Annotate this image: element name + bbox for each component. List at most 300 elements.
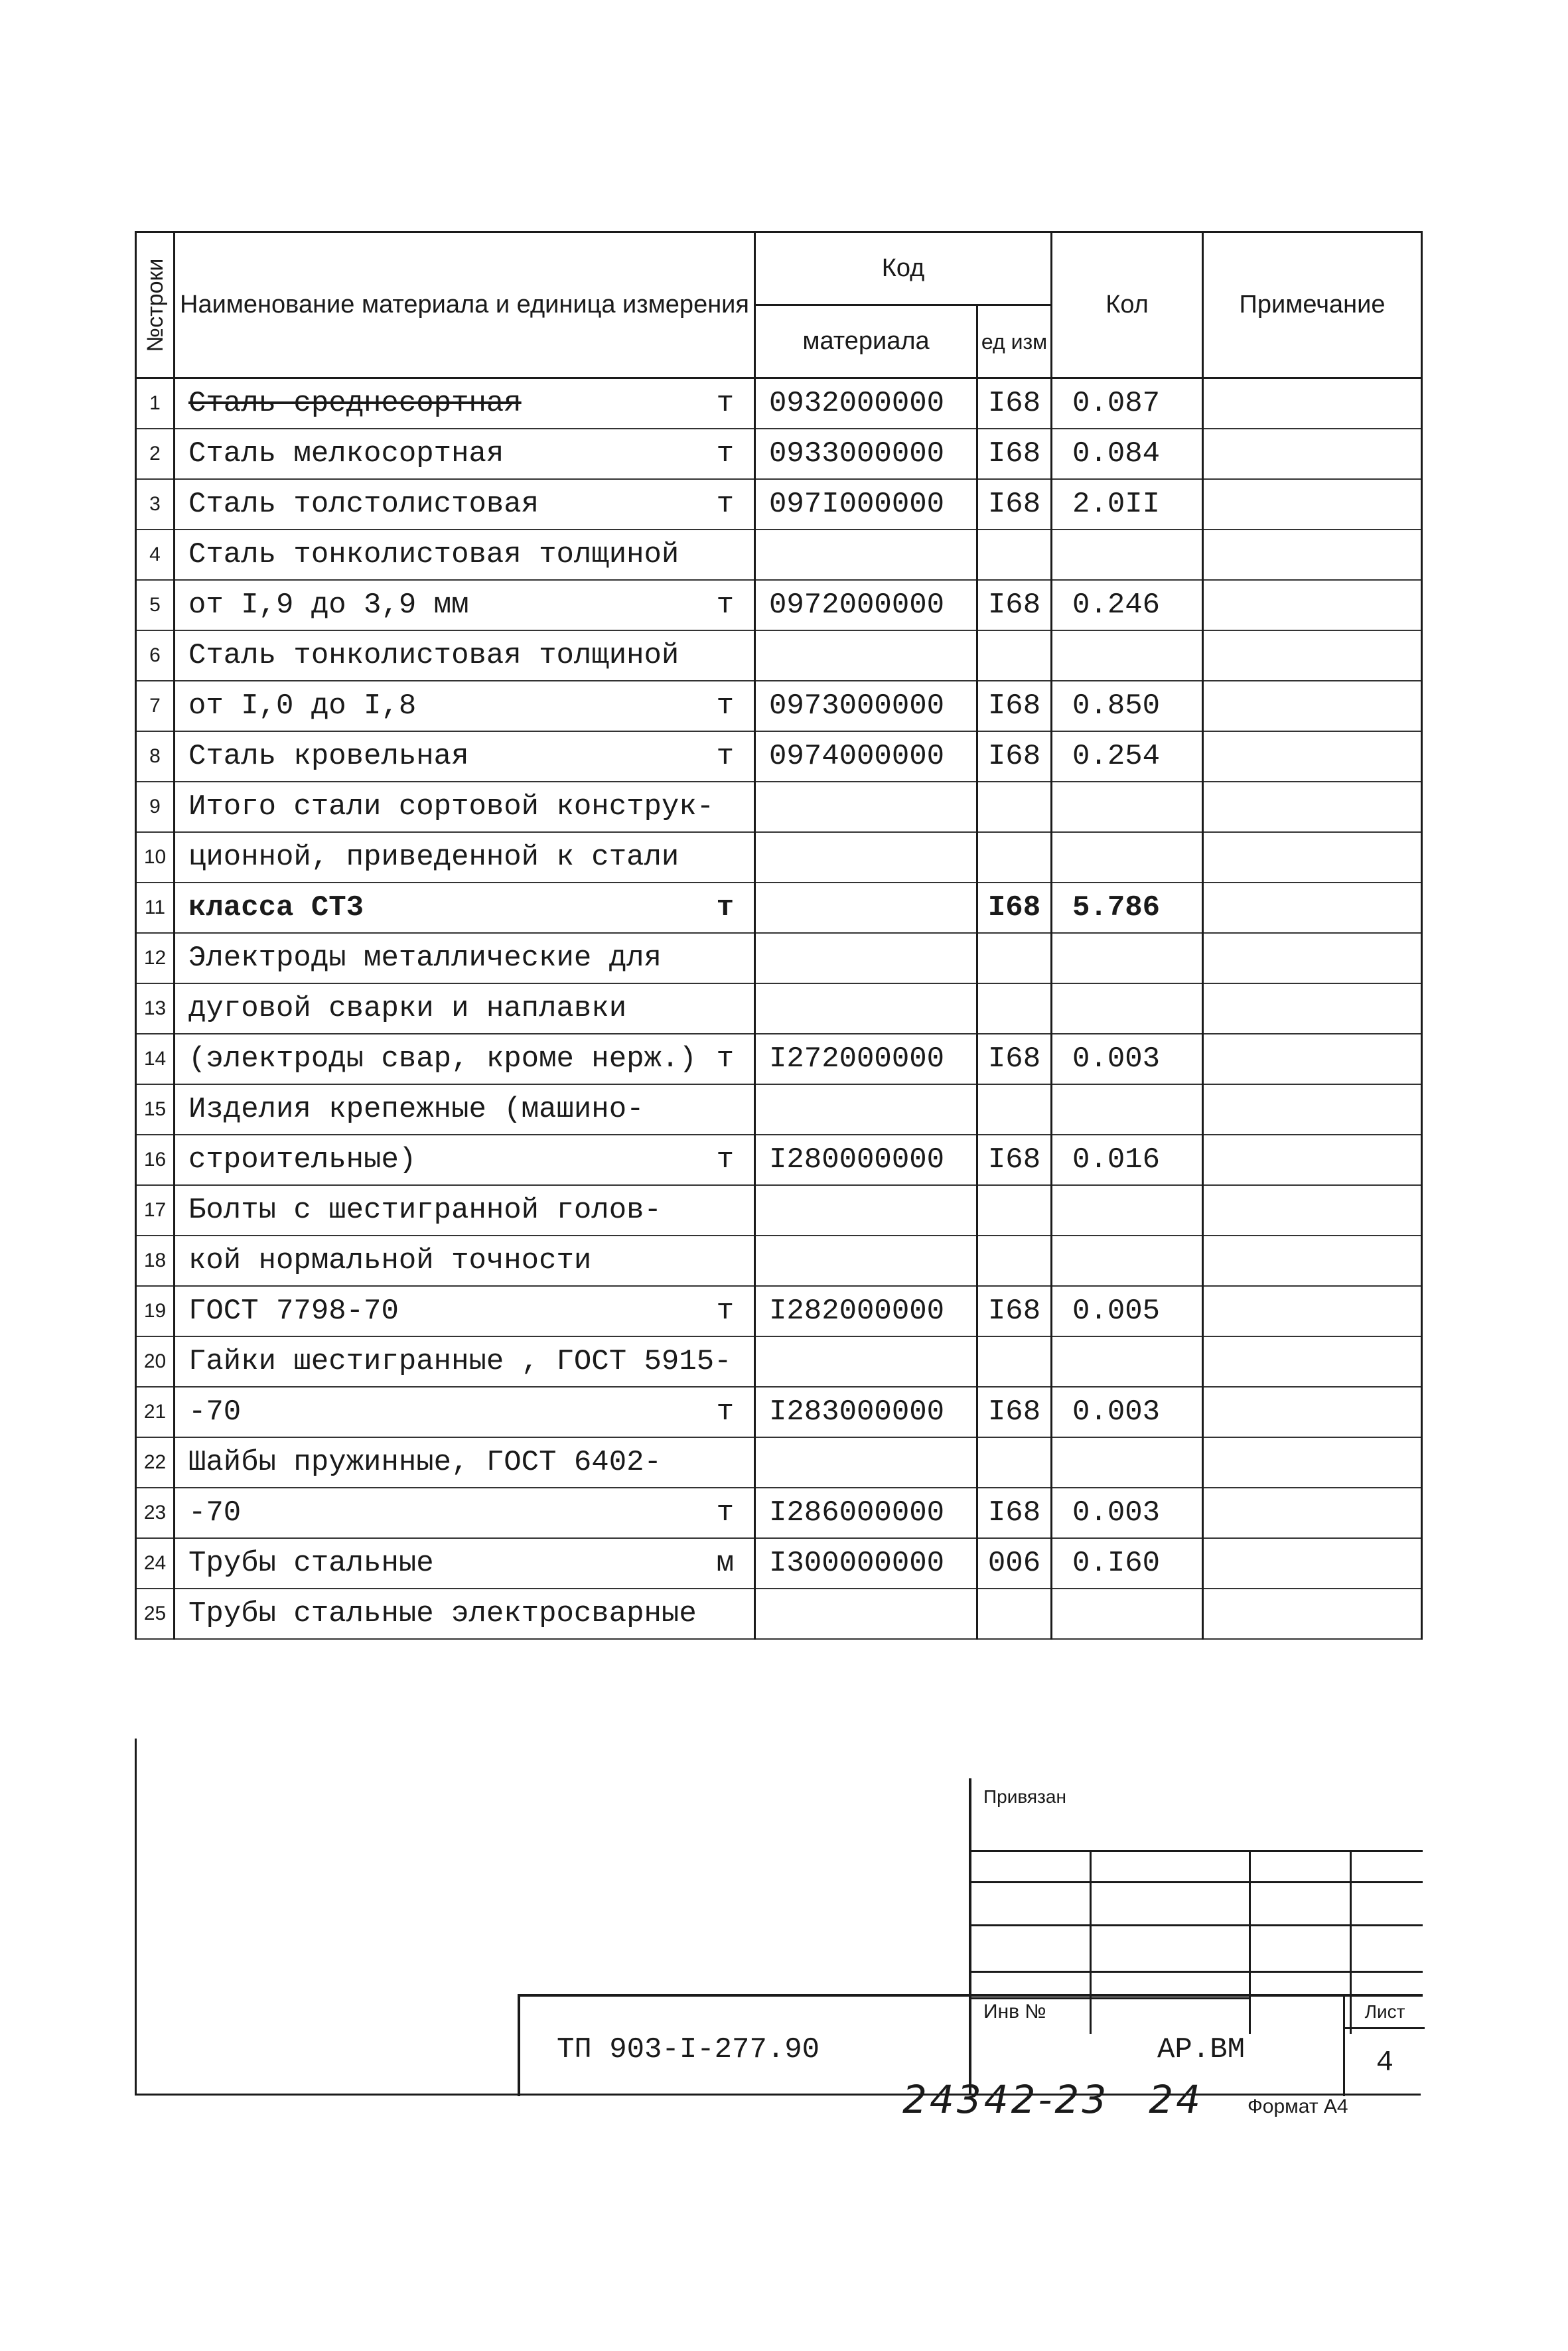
material-code-cell — [755, 630, 977, 681]
table-row — [136, 479, 1422, 530]
row-number-cell — [136, 1135, 175, 1185]
unit-code: I68 — [987, 588, 1041, 622]
frame-left-line — [135, 1739, 137, 2096]
sheet-box — [1343, 1997, 1425, 2096]
note-cell — [1203, 782, 1422, 832]
material-name-cell — [175, 1084, 755, 1135]
row-number-cell — [136, 1488, 175, 1538]
unit-code-cell — [977, 1286, 1052, 1336]
material-code-cell — [755, 1336, 977, 1387]
row-number-cell — [136, 1236, 175, 1286]
row-number-cell — [136, 1084, 175, 1135]
material-code-cell — [755, 1236, 977, 1286]
quantity-cell — [1052, 1538, 1203, 1589]
row-number: 8 — [149, 745, 161, 767]
material-name-cell — [175, 530, 755, 580]
material-code: 097I000000 — [769, 487, 945, 521]
row-number: 13 — [143, 997, 167, 1019]
material-code-cell — [755, 1437, 977, 1488]
table-row — [136, 630, 1422, 681]
sheet-label: Лист — [1345, 1997, 1425, 2029]
note-cell — [1203, 1034, 1422, 1084]
unit-code-cell — [977, 479, 1052, 530]
unit-code-cell — [977, 1488, 1052, 1538]
material-code-cell — [755, 580, 977, 630]
quantity-cell — [1052, 983, 1203, 1034]
material-name: Сталь тонколистовая толщиной — [188, 537, 679, 571]
quantity: 0.003 — [1072, 1496, 1161, 1530]
unit-code: I68 — [987, 739, 1041, 773]
row-number-cell — [136, 479, 175, 530]
row-number: 5 — [149, 593, 161, 616]
unit-code-cell — [977, 429, 1052, 479]
note-cell — [1203, 429, 1422, 479]
note-cell — [1203, 983, 1422, 1034]
unit-code-cell — [977, 378, 1052, 429]
unit-code-cell — [977, 1236, 1052, 1286]
row-number-cell — [136, 530, 175, 580]
stamp-divider — [971, 1971, 1423, 1973]
unit-code: I68 — [987, 487, 1041, 521]
quantity: 0.084 — [1072, 437, 1161, 470]
unit-code-cell — [977, 681, 1052, 731]
row-number: 6 — [149, 644, 161, 666]
material-name: Сталь среднесортная — [188, 386, 522, 420]
row-number: 20 — [143, 1350, 167, 1372]
material-unit: т — [716, 739, 734, 773]
table-row — [136, 933, 1422, 983]
handwritten-page: 24 — [1149, 2077, 1204, 2122]
material-unit: т — [716, 487, 734, 521]
material-name: Изделия крепежные (машино- — [188, 1092, 644, 1126]
unit-code-cell — [977, 1538, 1052, 1589]
row-number: 24 — [143, 1551, 167, 1574]
material-name-cell — [175, 983, 755, 1034]
material-code: 0973000000 — [769, 689, 945, 723]
row-number: 17 — [143, 1198, 167, 1221]
stamp-divider — [971, 1850, 1423, 1852]
material-code-cell — [755, 530, 977, 580]
table-row — [136, 1185, 1422, 1236]
material-name-cell — [175, 782, 755, 832]
row-number-cell — [136, 1437, 175, 1488]
row-number: 11 — [144, 896, 166, 918]
note-cell — [1203, 1336, 1422, 1387]
note-cell — [1203, 681, 1422, 731]
quantity-cell — [1052, 580, 1203, 630]
material-name: Болты с шестигранной голов- — [188, 1193, 662, 1227]
material-name-cell — [175, 1336, 755, 1387]
unit-code: 006 — [987, 1546, 1041, 1580]
material-name-cell — [175, 1236, 755, 1286]
material-name-cell — [175, 1185, 755, 1236]
handwritten-code: 24342-23 — [902, 2077, 1109, 2122]
material-code: I300000000 — [769, 1546, 945, 1580]
quantity-cell — [1052, 1336, 1203, 1387]
row-number-cell — [136, 832, 175, 883]
row-number: 1 — [149, 392, 161, 414]
table-row — [136, 782, 1422, 832]
material-name-cell — [175, 883, 755, 933]
row-number: 16 — [143, 1148, 167, 1171]
note-cell — [1203, 1084, 1422, 1135]
note-cell — [1203, 1135, 1422, 1185]
quantity-cell — [1052, 1185, 1203, 1236]
quantity: 0.003 — [1072, 1042, 1161, 1076]
unit-code: I68 — [987, 1496, 1041, 1530]
quantity-cell — [1052, 1286, 1203, 1336]
row-number: 23 — [143, 1501, 167, 1524]
quantity-cell — [1052, 530, 1203, 580]
note-cell — [1203, 731, 1422, 782]
table-row — [136, 378, 1422, 429]
unit-code-cell — [977, 832, 1052, 883]
table-row — [136, 832, 1422, 883]
row-number: 12 — [143, 946, 167, 969]
material-name: ционной, приведенной к стали — [188, 840, 679, 874]
unit-code-cell — [977, 1034, 1052, 1084]
table-row — [136, 1437, 1422, 1488]
row-number-cell — [136, 1034, 175, 1084]
quantity: 0.005 — [1072, 1294, 1161, 1328]
note-cell — [1203, 1286, 1422, 1336]
unit-code-cell — [977, 1387, 1052, 1437]
row-number: 25 — [143, 1602, 167, 1624]
inventory-label: Инв № — [983, 2001, 1046, 2023]
format-label: Формат А4 — [1247, 2096, 1348, 2117]
material-code-cell — [755, 883, 977, 933]
table-row — [136, 1336, 1422, 1387]
stamp-divider — [971, 1924, 1423, 1926]
material-code-cell — [755, 1387, 977, 1437]
row-number-cell — [136, 378, 175, 429]
unit-code: I68 — [987, 689, 1041, 723]
material-name: строительные) — [188, 1143, 417, 1176]
material-unit: т — [716, 386, 734, 420]
material-code-cell — [755, 1538, 977, 1589]
row-number-cell — [136, 580, 175, 630]
quantity-header: Кол — [1052, 232, 1203, 378]
table-row — [136, 1236, 1422, 1286]
note-cell — [1203, 832, 1422, 883]
document-section: АР.ВМ — [1157, 2033, 1246, 2066]
row-number: 14 — [143, 1047, 167, 1070]
approved-label: Привязан — [983, 1786, 1066, 1807]
quantity-cell — [1052, 1387, 1203, 1437]
table-row — [136, 883, 1422, 933]
quantity: 0.850 — [1072, 689, 1161, 723]
quantity-cell — [1052, 378, 1203, 429]
material-name-cell — [175, 681, 755, 731]
material-name: Сталь толстолистовая — [188, 487, 539, 521]
material-unit: т — [716, 437, 734, 470]
table-row — [136, 1135, 1422, 1185]
unit-code-cell — [977, 782, 1052, 832]
material-code-cell — [755, 731, 977, 782]
material-name-cell — [175, 731, 755, 782]
material-unit: т — [716, 588, 734, 622]
table-row — [136, 530, 1422, 580]
note-cell — [1203, 1589, 1422, 1639]
unit-code: I68 — [987, 1294, 1041, 1328]
unit-code-header: ед изм — [977, 305, 1052, 378]
row-number: 2 — [149, 442, 161, 464]
table-row — [136, 429, 1422, 479]
quantity-cell — [1052, 782, 1203, 832]
material-code: I286000000 — [769, 1496, 945, 1530]
row-number-cell — [136, 681, 175, 731]
table-row — [136, 1034, 1422, 1084]
document-code: ТП 903-I-277.90 — [557, 2033, 820, 2066]
unit-code-cell — [977, 731, 1052, 782]
note-header: Примечание — [1203, 232, 1422, 378]
row-number-cell — [136, 429, 175, 479]
material-unit: т — [716, 1143, 734, 1176]
unit-code: I68 — [987, 1143, 1041, 1176]
note-cell — [1203, 1236, 1422, 1286]
quantity-cell — [1052, 933, 1203, 983]
material-name: -70 — [188, 1395, 242, 1429]
note-cell — [1203, 580, 1422, 630]
material-code-cell — [755, 1286, 977, 1336]
row-number-cell — [136, 1538, 175, 1589]
row-number: 4 — [149, 543, 161, 565]
note-cell — [1203, 1387, 1422, 1437]
material-code-cell — [755, 933, 977, 983]
quantity-cell — [1052, 1589, 1203, 1639]
material-name: Электроды металлические для — [188, 941, 662, 975]
material-name-cell — [175, 479, 755, 530]
material-code: 0974000000 — [769, 739, 945, 773]
material-code-cell — [755, 832, 977, 883]
table-row — [136, 681, 1422, 731]
quantity: 2.0II — [1072, 487, 1161, 521]
material-name: Итого стали сортовой конструк- — [188, 790, 715, 823]
material-name: Трубы стальные — [188, 1546, 434, 1580]
material-code-cell — [755, 429, 977, 479]
material-code-cell — [755, 479, 977, 530]
quantity-cell — [1052, 731, 1203, 782]
material-name: Сталь мелкосортная — [188, 437, 504, 470]
material-name: от I,0 до I,8 — [188, 689, 417, 723]
material-code-cell — [755, 1135, 977, 1185]
quantity-cell — [1052, 1034, 1203, 1084]
row-number-cell — [136, 933, 175, 983]
unit-code: I68 — [987, 1395, 1041, 1429]
quantity-cell — [1052, 1437, 1203, 1488]
material-unit: т — [716, 1042, 734, 1076]
material-unit: м — [716, 1546, 734, 1580]
material-code: I280000000 — [769, 1143, 945, 1176]
material-code-cell — [755, 1488, 977, 1538]
table-row — [136, 1538, 1422, 1589]
material-code-cell — [755, 983, 977, 1034]
sheet-number: 4 — [1376, 2046, 1394, 2080]
note-cell — [1203, 933, 1422, 983]
row-number: 21 — [143, 1400, 167, 1423]
material-name: Трубы стальные электросварные — [188, 1597, 697, 1630]
quantity-cell — [1052, 1084, 1203, 1135]
quantity: 0.003 — [1072, 1395, 1161, 1429]
material-code-cell — [755, 1084, 977, 1135]
quantity: 0.016 — [1072, 1143, 1161, 1176]
material-name-cell — [175, 1488, 755, 1538]
quantity: 0.254 — [1072, 739, 1161, 773]
material-code: I283000000 — [769, 1395, 945, 1429]
material-name-cell — [175, 1589, 755, 1639]
quantity-cell — [1052, 832, 1203, 883]
quantity: 0.087 — [1072, 386, 1161, 420]
unit-code-cell — [977, 983, 1052, 1034]
row-number: 7 — [149, 694, 161, 717]
material-code: 0972000000 — [769, 588, 945, 622]
quantity-cell — [1052, 630, 1203, 681]
materials-table-body — [136, 378, 1422, 1639]
quantity: 0.I60 — [1072, 1546, 1161, 1580]
row-number: 3 — [149, 492, 161, 515]
row-number: 10 — [143, 845, 167, 868]
material-name-cell — [175, 1387, 755, 1437]
material-name: Сталь тонколистовая толщиной — [188, 638, 679, 672]
table-row — [136, 983, 1422, 1034]
code-header: Код — [755, 232, 1052, 305]
material-name-cell — [175, 580, 755, 630]
material-code-cell — [755, 1034, 977, 1084]
row-number: 19 — [143, 1299, 167, 1322]
note-cell — [1203, 1185, 1422, 1236]
material-name: Гайки шестигранные , ГОСТ 5915- — [188, 1344, 732, 1378]
material-name: от I,9 до 3,9 мм — [188, 588, 469, 622]
material-unit: т — [716, 1395, 734, 1429]
row-number: 15 — [143, 1098, 167, 1120]
material-code-cell — [755, 1185, 977, 1236]
material-name-cell — [175, 1286, 755, 1336]
table-row — [136, 1488, 1422, 1538]
material-unit: т — [716, 891, 734, 924]
material-code: 0932000000 — [769, 386, 945, 420]
row-number-cell — [136, 1185, 175, 1236]
material-code: 0933000000 — [769, 437, 945, 470]
stamp-divider — [971, 1881, 1423, 1883]
unit-code: I68 — [987, 437, 1041, 470]
material-name: кой нормальной точности — [188, 1244, 592, 1277]
row-number-cell — [136, 983, 175, 1034]
note-cell — [1203, 630, 1422, 681]
row-number: 18 — [143, 1249, 167, 1271]
table-row — [136, 580, 1422, 630]
material-code: I272000000 — [769, 1042, 945, 1076]
quantity-cell — [1052, 429, 1203, 479]
material-code-cell — [755, 681, 977, 731]
unit-code: I68 — [987, 386, 1041, 420]
name-header: Наименование материала и единица измерения — [175, 232, 755, 378]
table-row — [136, 1286, 1422, 1336]
note-cell — [1203, 378, 1422, 429]
unit-code-cell — [977, 933, 1052, 983]
materials-table — [135, 231, 1423, 1640]
material-name: ГОСТ 7798-70 — [188, 1294, 399, 1328]
unit-code-cell — [977, 1437, 1052, 1488]
material-code: I282000000 — [769, 1294, 945, 1328]
material-name-cell — [175, 832, 755, 883]
material-unit: т — [716, 1294, 734, 1328]
quantity-cell — [1052, 479, 1203, 530]
material-code-cell — [755, 1589, 977, 1639]
material-name: дуговой сварки и наплавки — [188, 991, 627, 1025]
note-cell — [1203, 530, 1422, 580]
table-row — [136, 1387, 1422, 1437]
row-number-cell — [136, 731, 175, 782]
material-name-cell — [175, 1034, 755, 1084]
quantity: 5.786 — [1072, 891, 1161, 924]
note-cell — [1203, 479, 1422, 530]
material-name: -70 — [188, 1496, 242, 1530]
note-cell — [1203, 1437, 1422, 1488]
unit-code-cell — [977, 883, 1052, 933]
unit-code-cell — [977, 1336, 1052, 1387]
row-number-cell — [136, 883, 175, 933]
material-name: Шайбы пружинные, ГОСТ 6402- — [188, 1445, 662, 1479]
row-number-cell — [136, 782, 175, 832]
row-number-cell — [136, 1336, 175, 1387]
note-cell — [1203, 1488, 1422, 1538]
unit-code-cell — [977, 1135, 1052, 1185]
unit-code: I68 — [987, 891, 1041, 924]
table-row — [136, 1084, 1422, 1135]
unit-code-cell — [977, 1589, 1052, 1639]
unit-code-cell — [977, 580, 1052, 630]
quantity: 0.246 — [1072, 588, 1161, 622]
material-name: (электроды свар, кроме нерж.) — [188, 1042, 697, 1076]
table-row — [136, 1589, 1422, 1639]
row-number-cell — [136, 1387, 175, 1437]
material-name-cell — [175, 378, 755, 429]
unit-code: I68 — [987, 1042, 1041, 1076]
material-name-cell — [175, 1135, 755, 1185]
material-name-cell — [175, 630, 755, 681]
quantity-cell — [1052, 681, 1203, 731]
material-name-cell — [175, 1538, 755, 1589]
material-code-header: материала — [755, 305, 977, 378]
row-number-cell — [136, 630, 175, 681]
material-name: Сталь кровельная — [188, 739, 469, 773]
material-name-cell — [175, 1437, 755, 1488]
note-cell — [1203, 1538, 1422, 1589]
unit-code-cell — [977, 630, 1052, 681]
material-name: класса СТ3 — [188, 891, 364, 924]
row-number-cell — [136, 1589, 175, 1639]
handwritten-number — [902, 2077, 1243, 2122]
row-number-cell — [136, 1286, 175, 1336]
quantity-cell — [1052, 883, 1203, 933]
material-unit: т — [716, 689, 734, 723]
quantity-cell — [1052, 1135, 1203, 1185]
material-name-cell — [175, 429, 755, 479]
material-code-cell — [755, 782, 977, 832]
table-row — [136, 731, 1422, 782]
row-number-header: №строки — [136, 232, 175, 378]
note-cell — [1203, 883, 1422, 933]
row-number: 9 — [149, 795, 161, 818]
unit-code-cell — [977, 1084, 1052, 1135]
unit-code-cell — [977, 1185, 1052, 1236]
unit-code-cell — [977, 530, 1052, 580]
quantity-cell — [1052, 1236, 1203, 1286]
material-unit: т — [716, 1496, 734, 1530]
quantity-cell — [1052, 1488, 1203, 1538]
material-name-cell — [175, 933, 755, 983]
material-code-cell — [755, 378, 977, 429]
